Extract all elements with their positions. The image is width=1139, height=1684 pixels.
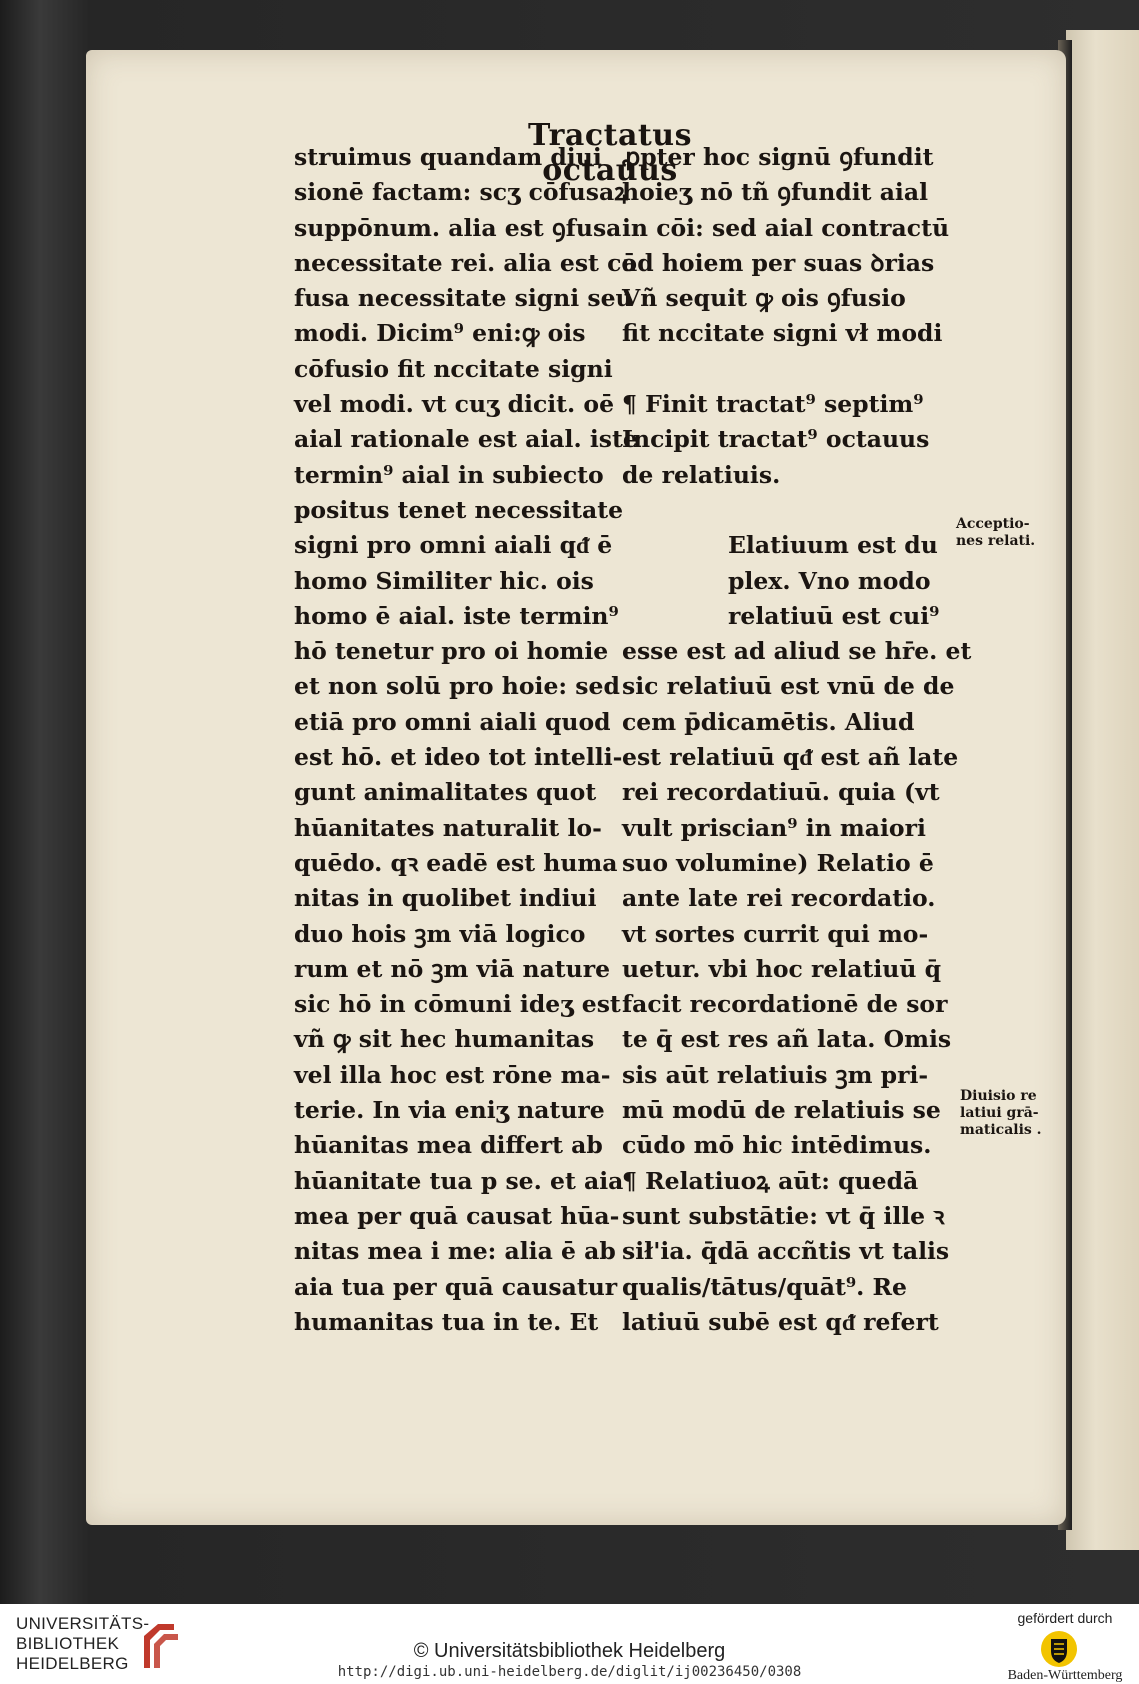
right-column-line: te q̄ est res añ lata. Omis [622,1025,952,1054]
right-column-line: Incipit tractat⁹ octauus [622,425,930,454]
right-column-line: ante late rei recordatio. [622,884,936,913]
left-column-line: nitas in quolibet indiui [294,884,597,913]
right-column-line: latiuū subē est qᵭ refert [622,1307,939,1336]
right-column-line: in cōi: sed aial contractū [622,213,950,242]
left-column-line: aia tua per quā causatur [294,1272,618,1301]
right-column-block-c [622,528,971,634]
right-column-line: relatiuū est cui⁹ [728,601,940,630]
right-column-line: qualis/tātus/quāt⁹. Re [622,1272,907,1301]
left-column-line: quēdo. qꝛ eadē est huma [294,848,618,877]
marginal-note-acceptiones [956,516,1035,550]
left-column-line: suppōnum. alia est ꝯfusa [294,213,622,242]
right-column-line: hoieʒ nō tñ ꝯfundit aial [622,178,929,207]
right-column-line: sic relatiuū est vnū de de [622,672,955,701]
right-column-line: rei recordatiuū. quia (vt [622,778,940,807]
left-text-column [294,140,638,1340]
left-column-line: cōfusio fit nccitate signi [294,354,613,383]
right-column-line: ad hoiem per suas ꝺrias [622,248,935,277]
right-column-line: facit recordationē de sor [622,990,948,1019]
marginal-line: Acceptio- [956,516,1030,532]
left-column-line: vñ ꝙ sit hec humanitas [294,1025,595,1054]
right-column-block-a [622,140,971,352]
right-column-line: est relatiuū qᵭ est añ late [622,743,959,772]
left-column-line: homo ē aial. iste termin⁹ [294,601,619,630]
library-name-line: HEIDELBERG [16,1654,129,1673]
right-column-line: ¶ Relatiuoꝝ aūt: quedā [622,1166,919,1195]
left-column-line: vel illa hoc est rōne ma- [294,1060,611,1089]
left-column-line: fusa necessitate signi seu [294,284,633,313]
left-column-line: est hō. et ideo tot intelli- [294,743,623,772]
left-column-line: sionē factam: scʒ cōfusaꝝ [294,178,628,207]
state-coat-of-arms-icon [1040,1630,1078,1668]
running-head: Tractatus octauus [527,118,692,188]
left-column-line: et non solū pro hoie: sed [294,672,620,701]
right-column-line: sunt substātie: vt q̄ ille ꝛ [622,1201,945,1230]
left-column-line: hō tenetur pro oi homie [294,637,609,666]
right-column-line: ¶ Finit tractat⁹ septim⁹ [622,390,924,419]
left-column-line: hūanitates naturalit lo- [294,813,602,842]
footer-bar [0,1604,1139,1684]
left-column-line: homo Similiter hic. ois [294,566,594,595]
marginal-line: Diuisio re [960,1088,1037,1104]
right-column-line: Elatiuum est du [728,531,938,560]
right-column-line: Vñ sequit ꝙ ois ꝯfusio [622,284,906,313]
right-column-line: suo volumine) Relatio ē [622,848,934,877]
left-column-line: nitas mea i me: alia ē ab [294,1237,616,1266]
left-column-line: gunt animalitates quot [294,778,597,807]
left-column-line: aial rationale est aial. iste [294,425,638,454]
left-column-line: etiā pro omni aiali quod [294,707,611,736]
left-column-line: hūanitate tua p se. et aia [294,1166,624,1195]
left-column-line: struimus quandam diui [294,143,602,171]
left-column-line: termin⁹ aial in subiecto [294,460,604,489]
left-column-line: necessitate rei. alia est cō [294,248,638,277]
left-column-line: signi pro omni aiali qᵭ ē [294,531,613,560]
left-column-line: modi. Dicim⁹ eni:ꝙ ois [294,319,586,348]
right-column-line: cūdo mō hic intēdimus. [622,1131,932,1160]
right-column-line: sił'ia. q̄dā accñtis vt talis [622,1237,950,1266]
right-column-block-d [622,634,971,1340]
right-text-column [622,140,971,1340]
funding-label: gefördert durch [1017,1610,1113,1626]
left-column-line: positus tenet necessitate [294,495,624,524]
marginal-note-diuisio [960,1088,1042,1139]
left-column-line: sic hō in cōmuni ideʒ est [294,990,621,1019]
right-column-line: esse est ad aliud se hr̄e. et [622,637,972,666]
left-column-line: duo hois ꝫm viā logico [294,919,586,948]
right-column-line: mū modū de relatiuis se [622,1096,941,1125]
right-column-line: ꝓpter hoc signū ꝯfundit [622,143,934,171]
copyright-notice: © Universitätsbibliothek Heidelberg [413,1640,726,1662]
marginal-line: maticalis . [960,1122,1042,1138]
marginal-line: nes relati. [956,533,1036,549]
library-name-line: UNIVERSITÄTS- [16,1614,150,1633]
right-column-line: de relatiuis. [622,460,781,489]
left-column-line: vel modi. vt cuʒ dicit. oē [294,390,615,419]
right-column-line: cem p̄dicamētis. Aliud [622,707,915,736]
left-column-line: hūanitas mea differt ab [294,1131,603,1160]
right-column-line: plex. Vno modo [728,566,931,595]
paragraph-gap [622,352,971,387]
right-column-block-b [622,387,971,493]
right-column-line: fit nccitate signi vł modi [622,319,943,348]
marginal-line: latiui grā- [960,1105,1039,1121]
right-column-line: uetur. vbi hoc relatiuū q̄ [622,954,942,983]
right-column-line: vt sortes currit qui mo- [622,919,929,948]
library-name-line: BIBLIOTHEK [16,1634,120,1653]
right-column-line: sis aūt relatiuis ꝫm pri- [622,1060,929,1089]
left-column-line: rum et nō ꝫm viā nature [294,954,611,983]
left-column-line: mea per quā causat hūa- [294,1201,620,1230]
left-column-line: terie. In via eniʒ nature [294,1096,605,1125]
permalink-url[interactable]: http://digi.ub.uni-heidelberg.de/diglit/ij00236450/0308 [337,1664,802,1680]
state-label: Baden-Württemberg [1007,1668,1123,1683]
paragraph-gap [622,493,971,528]
left-column-line: humanitas tua in te. Et [294,1307,599,1336]
facing-page-edge [1066,30,1139,1550]
right-column-line: vult priscian⁹ in maiori [622,813,926,842]
